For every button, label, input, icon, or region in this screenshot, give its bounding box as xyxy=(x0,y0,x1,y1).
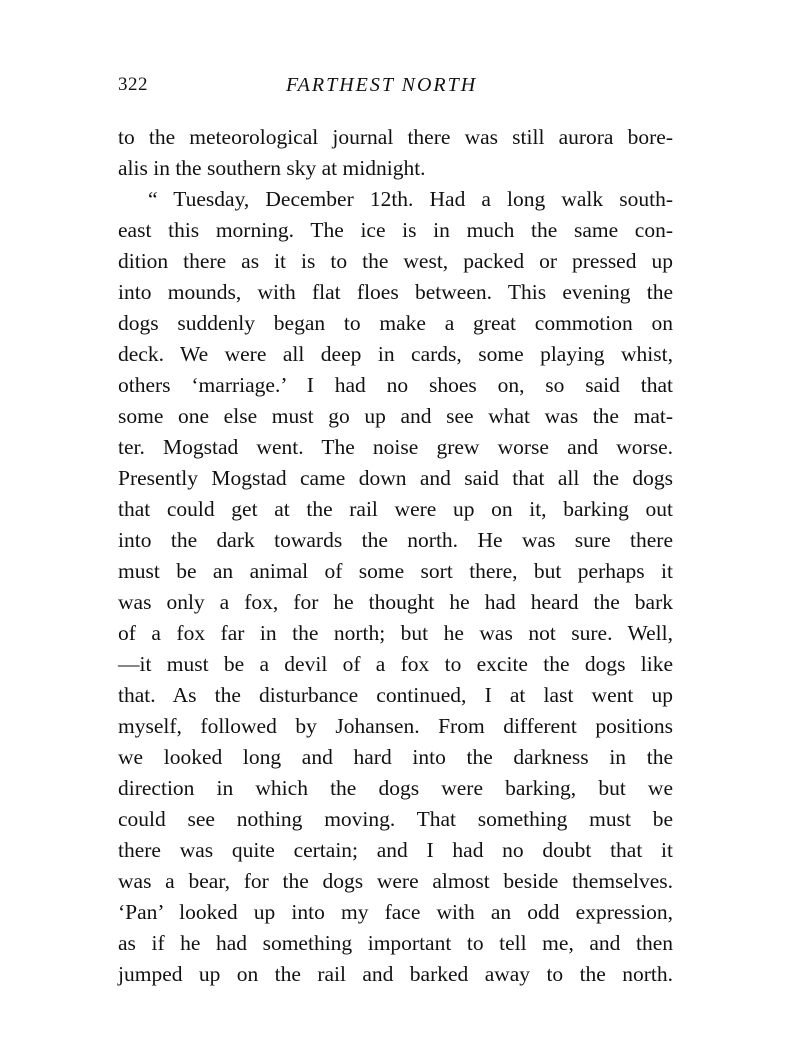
page-header xyxy=(118,74,673,104)
text-line: others ‘marriage.’ I had no shoes on, so said that xyxy=(118,373,673,397)
text-line: “ Tuesday, December 12th. Had a long walk south- xyxy=(148,187,673,211)
body-text xyxy=(118,122,673,990)
text-line: ‘Pan’ looked up into my face with an odd expression, xyxy=(118,900,673,924)
text-line: —it must be a devil of a fox to excite the dogs like xyxy=(118,652,673,676)
text-line: myself, followed by Johansen. From different positions xyxy=(118,714,673,738)
running-title: FARTHEST NORTH xyxy=(286,74,478,96)
text-line: was only a fox, for he thought he had heard the bark xyxy=(118,590,673,614)
text-line: could see nothing moving. That something must be xyxy=(118,807,673,831)
text-line: there was quite certain; and I had no doubt that it xyxy=(118,838,673,862)
text-line: into mounds, with flat floes between. This evening the xyxy=(118,280,673,304)
text-line: dogs suddenly began to make a great commotion on xyxy=(118,311,673,335)
text-line: that could get at the rail were up on it, barking out xyxy=(118,497,673,521)
text-line: must be an animal of some sort there, but perhaps it xyxy=(118,559,673,583)
text-line: jumped up on the rail and barked away to the north. xyxy=(118,962,673,986)
text-line: of a fox far in the north; but he was not sure. Well, xyxy=(118,621,673,645)
page-number: 322 xyxy=(118,74,148,95)
text-line: into the dark towards the north. He was sure there xyxy=(118,528,673,552)
text-line: was a bear, for the dogs were almost beside themselves. xyxy=(118,869,673,893)
text-line: Presently Mogstad came down and said that all the dogs xyxy=(118,466,673,490)
text-line: some one else must go up and see what was the mat- xyxy=(118,404,673,428)
text-line: dition there as it is to the west, packed or pressed up xyxy=(118,249,673,273)
text-line: deck. We were all deep in cards, some playing whist, xyxy=(118,342,673,366)
text-line: to the meteorological journal there was still aurora bore- xyxy=(118,125,673,149)
text-line: as if he had something important to tell me, and then xyxy=(118,931,673,955)
text-line: east this morning. The ice is in much the same con- xyxy=(118,218,673,242)
text-line: direction in which the dogs were barking, but we xyxy=(118,776,673,800)
text-line: ter. Mogstad went. The noise grew worse and worse. xyxy=(118,435,673,459)
text-line: that. As the disturbance continued, I at last went up xyxy=(118,683,673,707)
text-line: alis in the southern sky at midnight. xyxy=(118,156,426,180)
text-line: we looked long and hard into the darkness in the xyxy=(118,745,673,769)
